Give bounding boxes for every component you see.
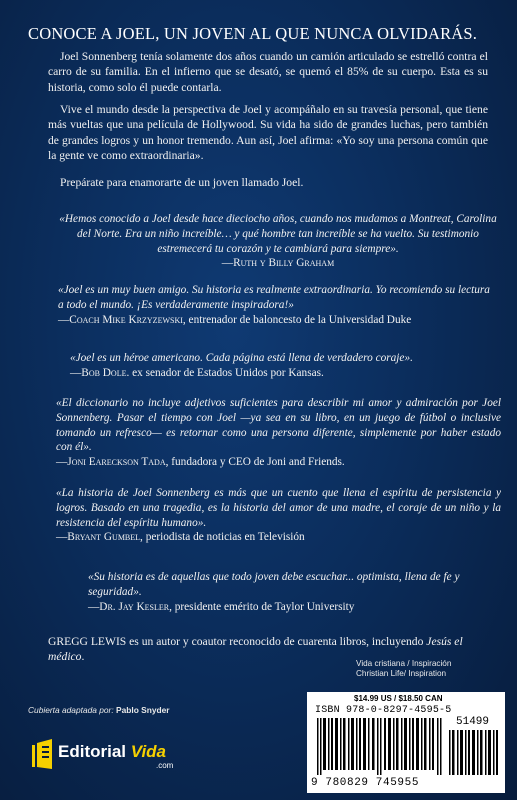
intro-paragraph-3: Prepárate para enamorarte de un joven llamado Joel. bbox=[60, 176, 304, 189]
endorsement-attribution: —Bob Dole. ex senador de Estados Unidos por Kansas. bbox=[70, 366, 324, 379]
genre-label bbox=[356, 659, 506, 679]
endorsement-text: «Joel es un muy buen amigo. Su historia es realmente extraordinaria. Yo recomiendo su lectura a todo el mundo. ¡Es verdaderamente inspiradora!» bbox=[58, 284, 490, 311]
endorsement-krzyzewski bbox=[58, 283, 498, 327]
cover-credit bbox=[28, 705, 170, 715]
endorsement-dole bbox=[70, 351, 490, 381]
endorsement-attribution: —Coach Mike Krzyzewski, entrenador de baloncesto de la Universidad Duke bbox=[58, 313, 412, 326]
addon-barcode-icon bbox=[449, 730, 499, 775]
price-label: $14.99 US / $18.50 CAN bbox=[354, 694, 443, 703]
endorsement-text: «Joel es un héroe americano. Cada página está llena de verdadero coraje». bbox=[70, 352, 413, 364]
endorser-name: Bryant Gumbel bbox=[67, 531, 141, 544]
endorsement-text: «Hemos conocido a Joel desde hace dieciocho años, cuando nos mudamos a Montreat, Carolina del Norte. Era un niño increíble… y qué hombre tan increíble se ha vuelto. Su testimonio estremecerá tu corazón y te cambiará para siempre». bbox=[59, 213, 497, 255]
endorser-name: Joni Eareckson Tada bbox=[67, 456, 166, 469]
endorser-name: Ruth y Billy Graham bbox=[233, 257, 335, 270]
endorser-name: Dr. Jay Kesler bbox=[99, 600, 170, 613]
endorsement-attribution: —Ruth y Billy Graham bbox=[221, 257, 335, 270]
author-bio: GREGG LEWIS es un autor y coautor reconocido de cuarenta libros, incluyendo Jesús el médico. bbox=[48, 635, 463, 664]
endorsement-tada bbox=[56, 396, 501, 470]
publisher-name: Editorial Vida bbox=[58, 742, 167, 761]
endorsement-kesler bbox=[88, 570, 488, 614]
intro-paragraph-2: Vive el mundo desde la perspectiva de Joel y acompáñalo en su travesía personal, que tiene más vueltas que una película de Hollywood. Su vida ha sido de grandes luchas, pero también de grandes logros y un honor tremendo. Aun así, Joel afirma: «Yo soy una persona común que la gente ve como extraordinaria». bbox=[48, 103, 488, 163]
endorser-name: Bob Dole bbox=[81, 366, 127, 379]
isbn-number: ISBN 978-0-8297-4595-5 bbox=[315, 705, 452, 716]
endorsement-text: «La historia de Joel Sonnenberg es más que un cuento que llena el espíritu de persistencia y logros. Basado en una tragedia, es la historia del amor de una madre, el coraje de un niño y la resistencia del espíritu humano». bbox=[56, 487, 501, 529]
genre-spanish: Vida cristiana / Inspiración bbox=[356, 659, 452, 668]
endorsement-text: «Su historia es de aquellas que todo joven debe escuchar... optimista, llena de fe y seguridad». bbox=[88, 571, 460, 598]
barcode-icon bbox=[317, 718, 442, 775]
endorsement-gumbel bbox=[56, 486, 501, 545]
endorsement-text: «El diccionario no incluye adjetivos suficientes para describir mi amor y admiración por Joel Sonnenberg. Pasar el tiempo con Joel —ya sea en su libro, en un juego de fútbol o inclusive tomando un refresco— es retornar como una persona diferente, simplemente por haber estado con él». bbox=[56, 397, 501, 454]
author-name: GREGG LEWIS bbox=[48, 635, 127, 648]
credit-name: Pablo Snyder bbox=[116, 705, 170, 715]
endorser-name: Coach Mike Krzyzewski bbox=[69, 313, 183, 326]
credit-label: Cubierta adaptada por: bbox=[28, 705, 114, 715]
headline: CONOCE A JOEL, UN JOVEN AL QUE NUNCA OLVIDARÁS. bbox=[28, 24, 478, 43]
genre-english: Christian Life/ Inspiration bbox=[356, 669, 447, 679]
endorsement-attribution: —Bryant Gumbel, periodista de noticias en Televisión bbox=[56, 531, 305, 544]
intro-paragraph-1: Joel Sonnenberg tenía solamente dos años cuando un camión articulado se estrelló contra el carro de su familia. En el infierno que se desató, se quemó el 85% de su cuerpo. Esta es su historia, como solo él puede contarla. bbox=[48, 50, 488, 94]
endorsement-attribution: —Dr. Jay Kesler, presidente emérito de Taylor University bbox=[88, 600, 355, 613]
barcode-panel bbox=[307, 692, 505, 793]
endorsement-attribution: —Joni Eareckson Tada, fundadora y CEO de Joni and Friends. bbox=[56, 456, 345, 469]
ean-number: 9 780829 745955 bbox=[311, 777, 420, 789]
publisher-domain: .com bbox=[156, 761, 174, 770]
endorsement-graham bbox=[58, 212, 498, 271]
book-title: Jesús el médico bbox=[48, 635, 463, 664]
addon-number: 51499 bbox=[456, 716, 490, 728]
